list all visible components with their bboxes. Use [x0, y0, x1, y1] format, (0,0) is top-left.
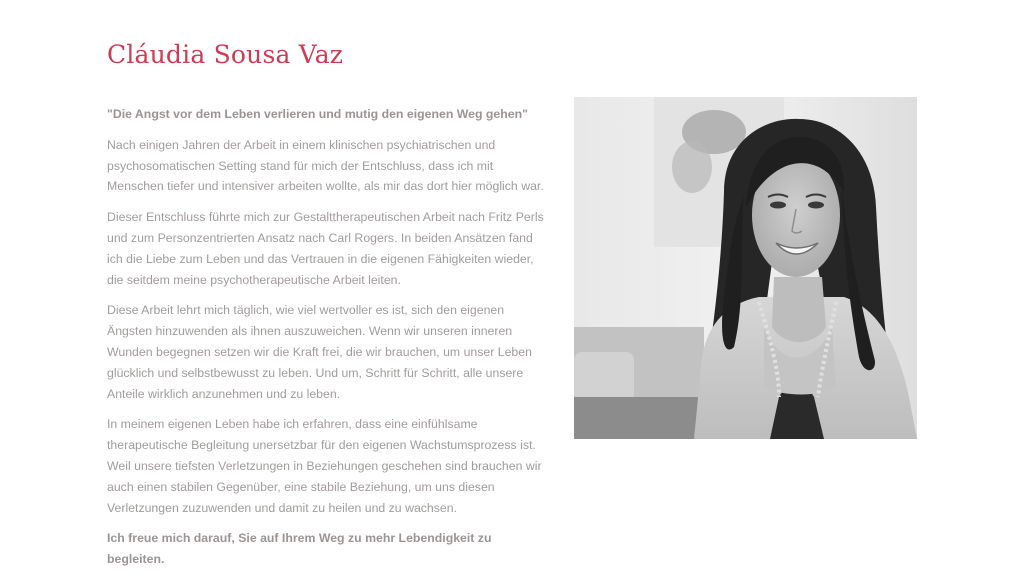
portrait-illustration [574, 97, 917, 439]
bio-text [107, 104, 547, 576]
bio-paragraph-1: Nach einigen Jahren der Arbeit in einem klinischen psychiatrischen und psychosomatischen Setting stand für mich der Entschluss, dass ich mit Menschen tiefer und intensiver arbeiten wollte, als mir das dort hier möglich war. [107, 137, 544, 194]
bio-paragraph-3: Diese Arbeit lehrt mich täglich, wie viel wertvoller es ist, sich den eigenen Ängsten hinzuwenden als ihnen auszuweichen. Wenn wir unseren inneren Wunden begegnen setzen wir die Kraft frei, die wir brauchen, um unser Leben glücklich und selbstbewusst zu leben. Und um, Schritt für Schritt, alle unsere Anteile wirklich anzunehmen und zu leben. [107, 303, 532, 401]
portrait-photo [574, 97, 917, 439]
bio-paragraph-4: In meinem eigenen Leben habe ich erfahren, dass eine einfühlsame therapeutische Begleitung unersetzbar für den eigenen Wachstumsprozess ist. Weil unsere tiefsten Verletzungen in Beziehungen geschehen sind brauchen wir auch einen stabilen Gegenüber, eine stabile Beziehung, um uns diesen Verletzungen zuzuwenden und damit zu heilen und zu wachsen. [107, 417, 542, 515]
quote-text: "Die Angst vor dem Leben verlieren und mutig den eigenen Weg gehen" [107, 107, 528, 121]
bio-paragraph-2: Dieser Entschluss führte mich zur Gestalttherapeutischen Arbeit nach Fritz Perls und zum Personzentrierten Ansatz nach Carl Rogers. In beiden Ansätzen fand ich die Liebe zum Leben und das Vertrauen in die eigenen Fähigkeiten wieder, die seitdem meine psychotherapeutische Arbeit leiten. [107, 210, 544, 287]
closing-text: Ich freue mich darauf, Sie auf Ihrem Weg zu mehr Lebendigkeit zu begleiten. [107, 531, 492, 567]
page-title: Cláudia Sousa Vaz [107, 40, 344, 69]
